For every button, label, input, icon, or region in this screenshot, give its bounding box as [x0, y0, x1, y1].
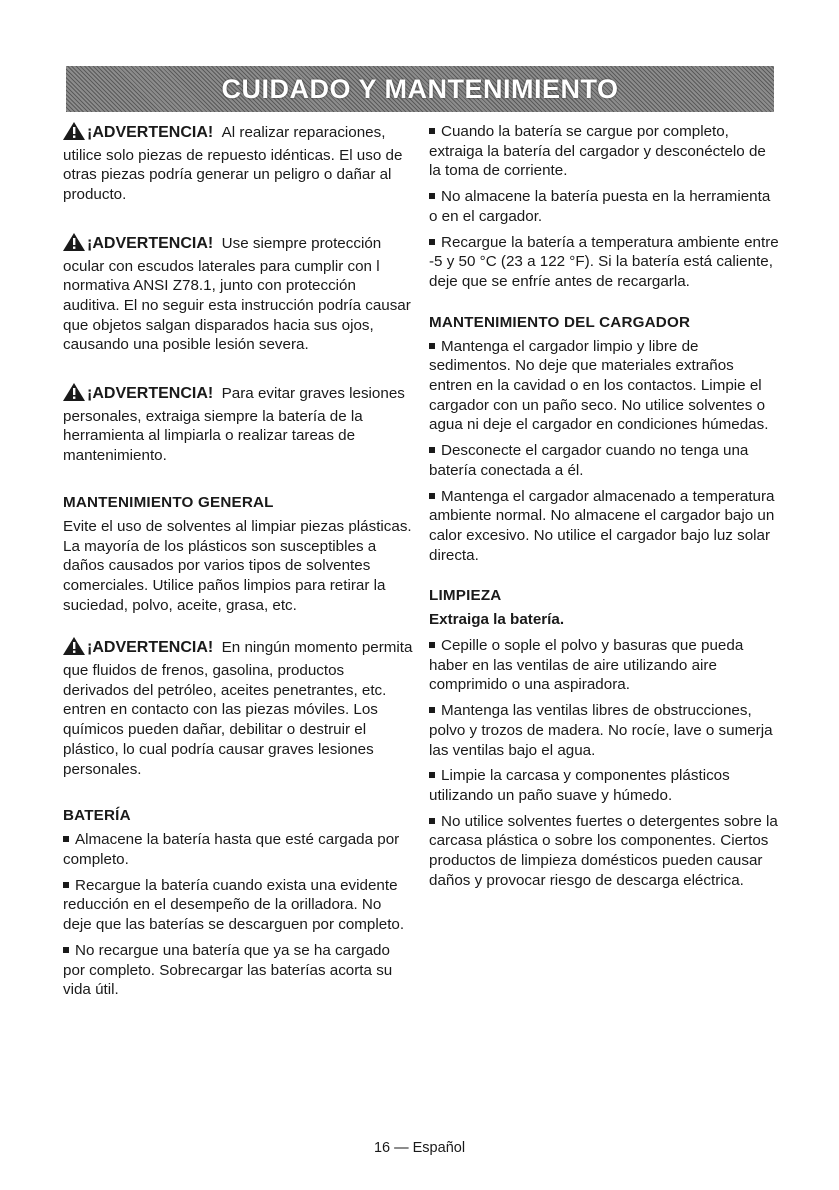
list-item: Mantenga las ventilas libres de obstrucciones, polvo y trozos de madera. No rocíe, lave o sumerja las ventilas bajo el agua. [429, 702, 773, 759]
list-item: Cepille o sople el polvo y basuras que pueda haber en las ventilas de aire utilizando aire comprimido o una aspiradora. [429, 637, 744, 694]
section-text: Evite el uso de solventes al limpiar piezas plásticas. La mayoría de los plásticos son susceptibles a daños causados por varios tipos de solventes comerciales. Utilice paños limpios para retirar la suciedad, polvo, aceite, grasa, etc. [63, 517, 412, 614]
bullet-icon [429, 239, 435, 245]
bullet-icon [429, 493, 435, 499]
charger-maintenance-section [429, 314, 779, 566]
list-item: Recargue la batería a temperatura ambiente entre -5 y 50 °C (23 a 122 °F). Si la batería está caliente, deje que se enfríe antes de recargarla. [429, 233, 779, 290]
list-item: Desconecte el cargador cuando no tenga una batería conectada a él. [429, 442, 749, 479]
warning-triangle-icon [63, 233, 85, 257]
page-footer [0, 1140, 839, 1156]
section-heading: BATERÍA [63, 807, 131, 825]
warning-eye-protection [63, 233, 413, 355]
bullet-icon [63, 836, 69, 842]
section-heading: LIMPIEZA [429, 587, 502, 605]
list-item: No utilice solventes fuertes o detergentes sobre la carcasa plástica o sobre los componentes. Ciertos productos de limpieza domésticos pueden causar daños y provocar riesgo de descarga eléctrica. [429, 812, 778, 889]
warning-label: ¡ADVERTENCIA! [87, 639, 214, 657]
section-banner [66, 66, 774, 112]
list-item: Mantenga el cargador almacenado a temperatura ambiente normal. No almacene el cargador bajo un calor excesivo. No utilice el cargador bajo luz solar directa. [429, 487, 775, 564]
warning-text: Use siempre protección ocular con escudos laterales para cumplir con l normativa ANSI Z78.1, junto con protección auditiva. El no seguir esta instrucción podría causar que objetos salgan disparados hacia sus ojos, causando una posible lesión severa. [63, 234, 411, 354]
list-item: No almacene la batería puesta en la herramienta o en el cargador. [429, 188, 771, 225]
battery-section-continued [429, 122, 779, 292]
warning-text: Al realizar reparaciones, utilice solo piezas de repuesto idénticas. El uso de otras piezas podría generar un peligro o dañar al producto. [63, 124, 403, 204]
bullet-icon [429, 447, 435, 453]
warning-label: ¡ADVERTENCIA! [87, 385, 214, 403]
list-item: Recargue la batería cuando exista una evidente reducción en el desempeño de la orilladora. No deje que las baterías se descarguen por completo. [63, 876, 405, 934]
warning-triangle-icon [63, 637, 85, 661]
page-title: CUIDADO Y MANTENIMIENTO [221, 73, 619, 104]
bullet-icon [429, 707, 435, 713]
section-heading: MANTENIMIENTO DEL CARGADOR [429, 313, 691, 331]
general-maintenance-section [63, 494, 413, 616]
bullet-icon [429, 642, 435, 648]
bullet-icon [429, 128, 435, 134]
list-item: Almacene la batería hasta que esté cargada por completo. [63, 831, 400, 868]
page-number: 16 — Español [373, 1140, 466, 1156]
warning-repair [63, 122, 413, 205]
warning-fluids [63, 637, 413, 779]
warning-text: Para evitar graves lesiones personales, extraiga siempre la batería de la herramienta al limpiarla o realizar tareas de mantenimiento. [63, 385, 405, 465]
warning-label: ¡ADVERTENCIA! [87, 124, 214, 141]
bullet-icon [429, 343, 435, 349]
bullet-icon [429, 818, 435, 824]
list-item: No recargue una batería que ya se ha cargado por completo. Sobrecargar las baterías acorta su vida útil. [63, 941, 393, 999]
warning-text: En ningún momento permita que fluidos de frenos, gasolina, productos derivados del petróleo, aceites penetrantes, etc. entren en contacto con las piezas móviles. Los químicos pueden dañar, debilitar o destruir el plástico, lo cual podría causar graves lesiones personales. [63, 639, 413, 778]
list-item: Mantenga el cargador limpio y libre de sedimentos. No deje que materiales extraños entren en la cavidad o en los contactos. Limpie el cargador con un paño seco. No utilice solventes o agua ni deje el cargador en condiciones húmedas. [429, 337, 769, 434]
list-item: Limpie la carcasa y componentes plásticos utilizando un paño suave y húmedo. [429, 767, 730, 804]
warning-remove-battery [63, 383, 413, 466]
cleaning-section [429, 587, 779, 890]
list-item: Cuando la batería se cargue por completo, extraiga la batería del cargador y desconéctelo de la toma de corriente. [429, 123, 766, 180]
bullet-icon [429, 193, 435, 199]
right-column [429, 122, 779, 913]
section-subheading: Extraiga la batería. [429, 611, 565, 629]
bullet-icon [63, 947, 69, 953]
left-column [63, 122, 413, 1022]
section-heading: MANTENIMIENTO GENERAL [63, 493, 274, 511]
warning-label: ¡ADVERTENCIA! [87, 234, 214, 252]
bullet-icon [63, 882, 69, 888]
battery-section [63, 807, 413, 1000]
warning-triangle-icon [63, 383, 85, 407]
bullet-icon [429, 772, 435, 778]
warning-triangle-icon [63, 122, 85, 146]
